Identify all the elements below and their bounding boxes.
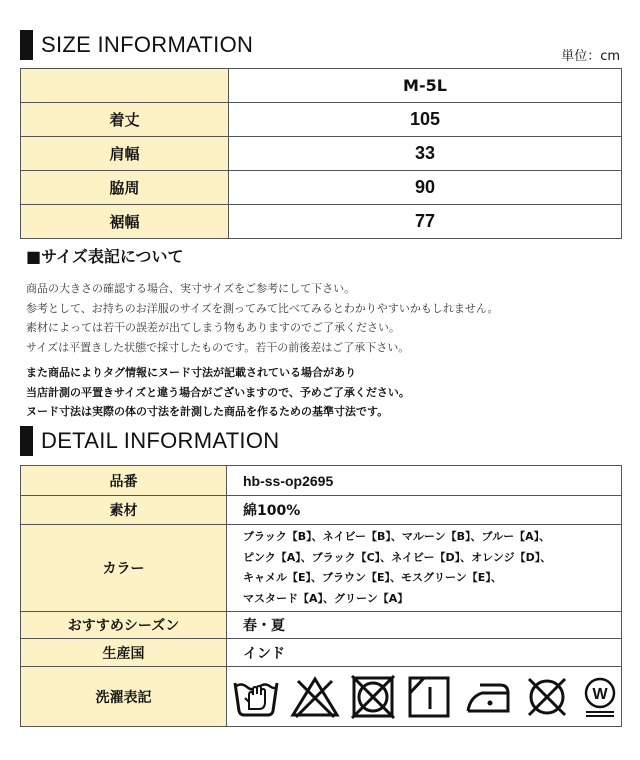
table-row: [21, 466, 622, 496]
size-information-heading: [20, 30, 253, 60]
detail-heading-text: DETAIL INFORMATION: [41, 428, 280, 453]
row-label: 洗濯表記: [21, 667, 227, 727]
note-line: 参考として、お持ちのお洋服のサイズを測ってみて比べてみるとわかりやすいかもしれません。: [26, 301, 499, 315]
table-row: [21, 639, 622, 667]
row-value: 90: [229, 171, 622, 205]
line-dry-shade-icon: [406, 675, 452, 719]
row-label: 裾幅: [21, 205, 229, 239]
row-label: カラー: [21, 525, 227, 612]
color-line: キャメル【E】、ブラウン【E】、モスグリーン【E】、: [243, 571, 502, 584]
note-line: ヌード寸法は実際の体の寸法を計測した商品を作るための基準寸法です。: [26, 405, 389, 418]
row-label: 素材: [21, 496, 227, 525]
table-row: [21, 171, 622, 205]
color-line: ピンク【A】、ブラック【C】、ネイビー【D】、オレンジ【D】、: [243, 550, 552, 564]
product-number: hb-ss-op2695: [227, 466, 622, 496]
detail-information-heading: [20, 426, 279, 456]
note-line: 商品の大きさの確認する場合、実寸サイズをご参考にして下さい。: [26, 282, 356, 295]
care-symbols: [227, 667, 622, 727]
no-tumble-dry-icon: [350, 675, 396, 719]
row-value: 105: [229, 103, 622, 137]
note-line: また商品によりタグ情報にヌード寸法が記載されている場合があり: [26, 366, 356, 379]
row-label: 生産国: [21, 639, 227, 667]
row-value: 77: [229, 205, 622, 239]
table-row: [21, 69, 622, 103]
row-label: おすすめシーズン: [21, 612, 227, 639]
material-value: 綿100%: [227, 496, 622, 525]
iron-low-icon: [462, 675, 514, 719]
svg-text:W: W: [592, 685, 608, 703]
table-row: [21, 612, 622, 639]
wet-clean-gentle-icon: [580, 675, 620, 719]
hand-wash-icon: [232, 675, 280, 719]
about-size-title: ■サイズ表記について: [26, 247, 184, 266]
size-column-header: M-5L: [229, 69, 622, 103]
size-header-empty: [21, 69, 229, 103]
color-list: [227, 525, 622, 612]
row-label: 品番: [21, 466, 227, 496]
nude-size-notes: [26, 363, 410, 422]
season-value: 春・夏: [227, 612, 622, 639]
size-table: [20, 68, 622, 239]
table-row: [21, 667, 622, 727]
size-heading-text: SIZE INFORMATION: [41, 32, 254, 57]
note-line: 当店計測の平置きサイズと違う場合がございますので、予めご了承ください。: [26, 385, 410, 399]
row-label: 着丈: [21, 103, 229, 137]
row-label: 脇周: [21, 171, 229, 205]
note-line: サイズは平置きした状態で採寸したものです。若干の前後差はご了承下さい。: [26, 340, 410, 354]
heading-bar: [20, 30, 33, 60]
no-bleach-icon: [290, 675, 340, 719]
table-row: [21, 103, 622, 137]
origin-value: インド: [227, 639, 622, 667]
unit-label: 単位：cm: [561, 49, 620, 64]
table-row: [21, 137, 622, 171]
no-dry-clean-icon: [524, 675, 570, 719]
row-value: 33: [229, 137, 622, 171]
row-label: 肩幅: [21, 137, 229, 171]
table-row: [21, 205, 622, 239]
color-line: ブラック【B】、ネイビー【B】、マルーン【B】、ブルー【A】、: [243, 530, 551, 543]
detail-table: [20, 465, 622, 727]
table-row: [21, 496, 622, 525]
color-line: マスタード【A】、グリーン【A】: [243, 591, 409, 605]
size-notes: [26, 279, 499, 357]
table-row: [21, 525, 622, 612]
note-line: 素材によっては若干の誤差が出てしまう物もありますのでご了承ください。: [26, 321, 400, 334]
heading-bar: [20, 426, 33, 456]
